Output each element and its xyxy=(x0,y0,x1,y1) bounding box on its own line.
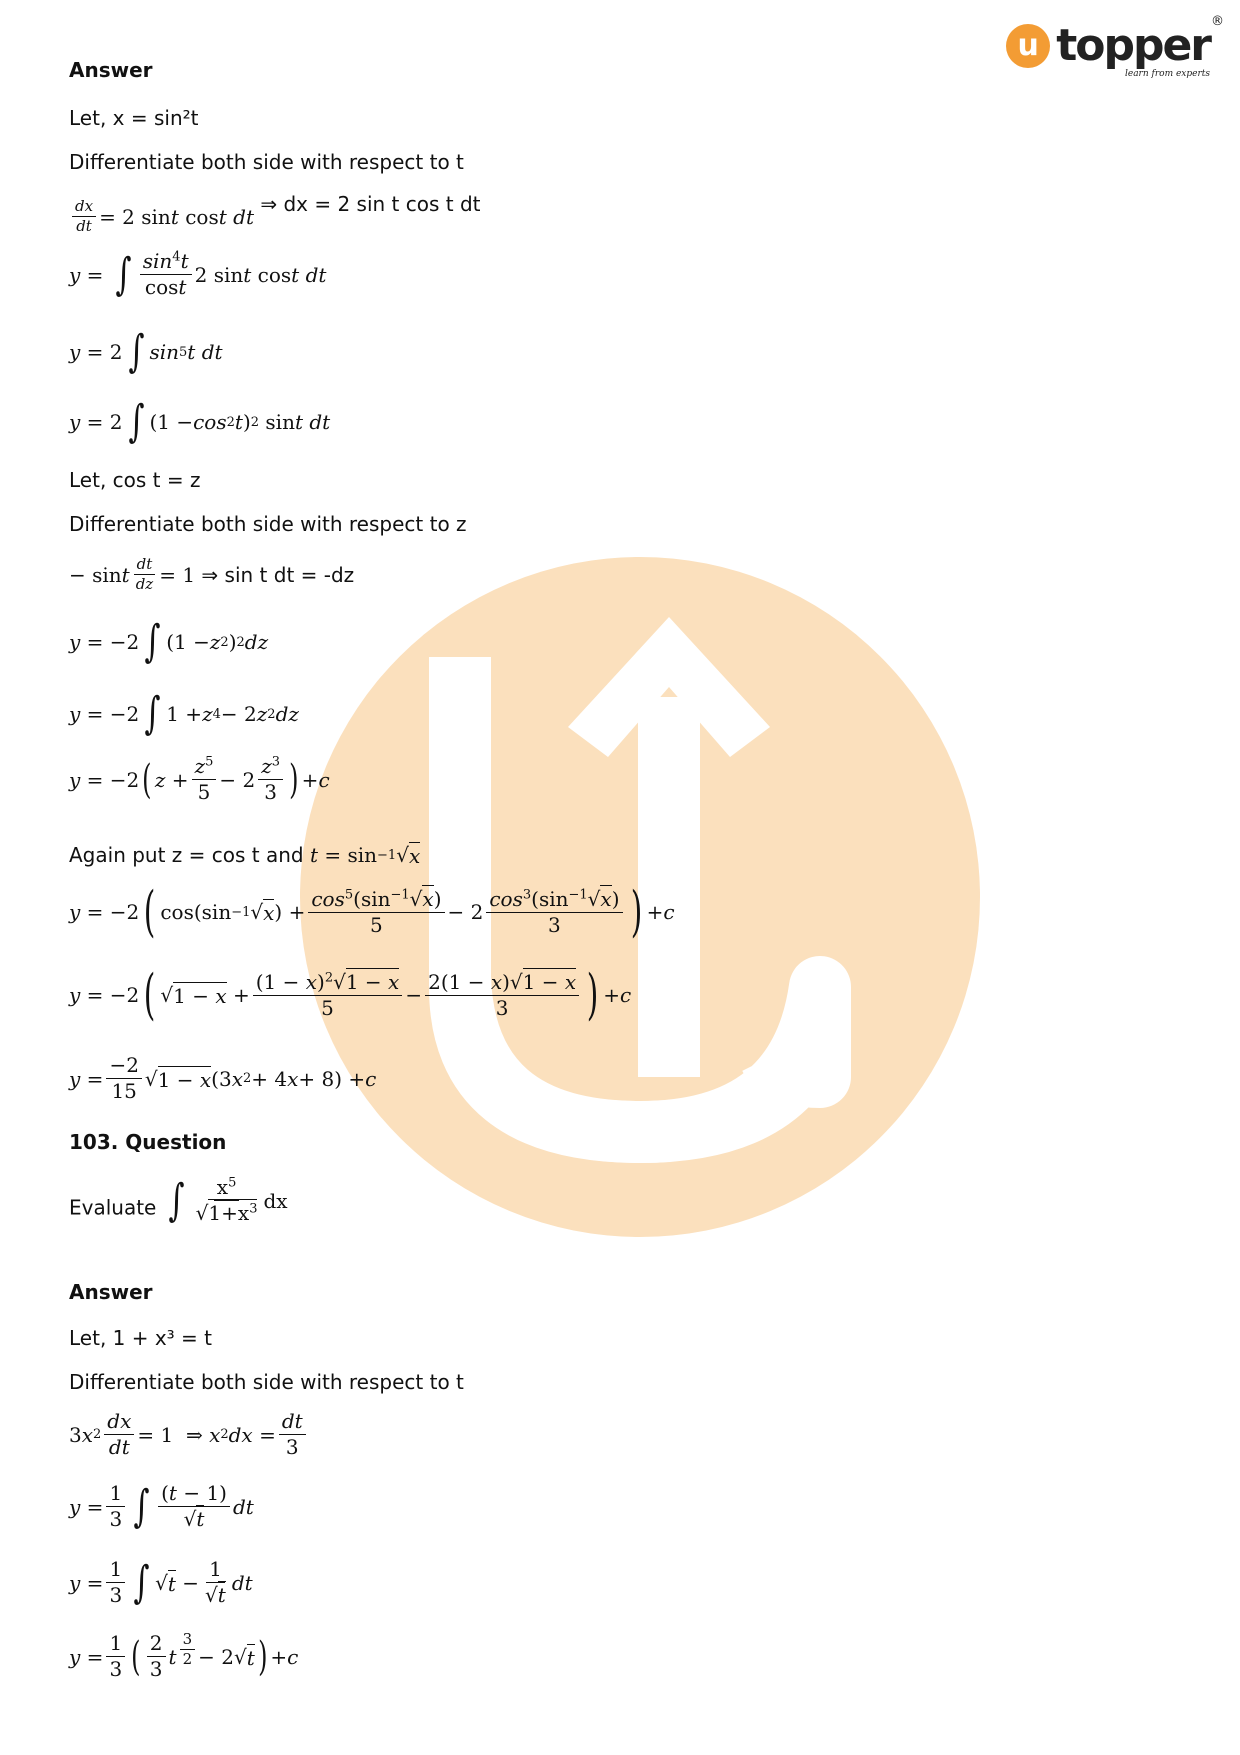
equation-y3: y = 2 ∫ (1 − cos 2 t ) 2 sin t dt xyxy=(69,396,331,447)
evaluate-text: Evaluate xyxy=(69,1195,157,1220)
equation-y10: y = $\frac{1}{3}$ ∫ $\frac{(t - 1)}{√t}$ dt xyxy=(69,1480,254,1532)
equation-y5: y = −2 ∫ 1 + z 4 − 2 z 2 dz xyxy=(69,688,299,739)
equation-y12: y = $\frac{1}{3}$ ( $\frac{2}{3}$ t $\frac{3}{2}$ − 2√ t ) + c xyxy=(69,1629,299,1681)
equation-y8: y = −2 ( √ 1 − x + $\frac{(1 - x)^2√1 - x}{5}$ − $\frac{2(1 - x)√1 - x}{3}$ ) + c xyxy=(69,963,632,1026)
equation-y9: y = $\frac{-2}{15}$ √ 1 − x (3 x 2 + 4 x + 8) + c xyxy=(69,1053,377,1103)
again-put-text: Again put z = cos t and xyxy=(69,843,304,867)
topper-logo xyxy=(1006,14,1224,79)
equation-3x2: 3 x 2 $\frac{dx}{dt}$ = 1 ⇒ x 2 dx = $\frac{dt}{3}$ xyxy=(69,1410,309,1459)
again-put-line: Again put z = cos t and t = sin −1 √ x xyxy=(69,843,421,868)
question-103-heading: 103. Question xyxy=(69,1130,227,1154)
equation-y1: y = ∫ $\frac{\sin^4t}{\cos t}$ 2 sin t cos t dt xyxy=(69,248,327,300)
let-cos-line: Let, cos t = z xyxy=(69,468,201,492)
logo-badge-icon: u xyxy=(1006,24,1050,68)
answer-heading: Answer xyxy=(69,58,153,82)
equation-y4: y = −2 ∫ (1 − z 2 ) 2 dz xyxy=(69,616,269,667)
equation-y7: y = −2 ( cos(sin −1 √ x ) + $\frac{\cos^5(\sin^{-1}√x)}{5}$ − 2 $\frac{\cos^3(\sin^{-1}√x)}{3}$ ) + c xyxy=(69,880,675,943)
equation-dxdt: $\frac{dx}{dt}$ = 2 sin t cos t dt ⇒ dx = 2 sin t cos t dt xyxy=(69,192,481,236)
let-x-line: Let, x = sin²t xyxy=(69,106,199,130)
differentiate-z-line: Differentiate both side with respect to z xyxy=(69,512,467,536)
equation-y2: y = 2 ∫ sin 5 t dt xyxy=(69,326,223,377)
evaluate-line: Evaluate ∫ $\frac{x^5}{√1+x^3}$ dx xyxy=(69,1174,288,1226)
logo-name: topper xyxy=(1056,20,1210,71)
equation-y11: y = $\frac{1}{3}$ ∫ √ t − $\frac{1}{√t}$ dt xyxy=(69,1556,253,1608)
answer-2-heading: Answer xyxy=(69,1280,153,1304)
differentiate-t-line: Differentiate both side with respect to t xyxy=(69,150,464,174)
logo-registered: ® xyxy=(1211,14,1224,29)
differentiate-t-line-2: Differentiate both side with respect to t xyxy=(69,1370,464,1394)
equation-y6: y = −2 ( z + $\frac{z^5}{5}$ − 2 $\frac{z^3}{3}$ ) + c xyxy=(69,754,330,804)
equation-dtdz: − sin t $\frac{dt}{dz}$ = 1 ⇒ sin t dt = -dz xyxy=(69,555,355,594)
sin-result: ⇒ sin t dt = -dz xyxy=(201,562,355,587)
let-t-line: Let, 1 + x³ = t xyxy=(69,1326,213,1350)
dx-result: ⇒ dx = 2 sin t cos t dt xyxy=(260,192,481,216)
logo-tagline: learn from experts xyxy=(1124,69,1210,79)
